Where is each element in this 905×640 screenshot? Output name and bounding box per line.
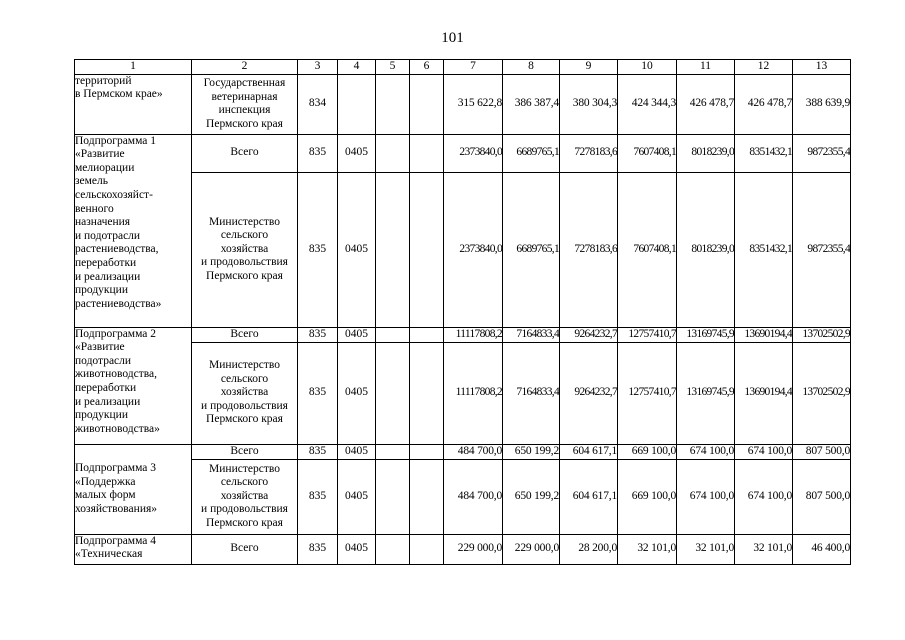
amount-cell: 380 304,3 — [560, 74, 618, 134]
executor-cell: Государственная ветеринарная инспекция Пермского края — [192, 74, 298, 134]
column-number: 7 — [444, 60, 503, 75]
page-number: 101 — [441, 30, 464, 46]
amount-cell: 7607408,1 — [618, 134, 677, 172]
amount-cell: 650 199,2 — [503, 444, 560, 459]
amount-cell: 424 344,3 — [618, 74, 677, 134]
grbs-code-cell: 835 — [298, 342, 338, 444]
column-6-cell — [410, 134, 444, 172]
section-code-cell: 0405 — [338, 459, 376, 534]
amount-cell: 32 101,0 — [735, 534, 793, 564]
amount-cell: 13169745,9 — [677, 327, 735, 342]
amount-cell: 7164833,4 — [503, 342, 560, 444]
amount-cell: 9872355,4 — [793, 172, 851, 327]
grbs-code-cell: 835 — [298, 459, 338, 534]
grbs-code-cell: 835 — [298, 444, 338, 459]
amount-cell: 13702502,9 — [793, 327, 851, 342]
column-6-cell — [410, 342, 444, 444]
amount-cell: 669 100,0 — [618, 444, 677, 459]
table-row — [75, 459, 851, 534]
amount-cell: 484 700,0 — [444, 444, 503, 459]
section-code-cell: 0405 — [338, 444, 376, 459]
column-5-cell — [376, 459, 410, 534]
amount-cell: 8018239,0 — [677, 134, 735, 172]
table-row — [75, 327, 851, 342]
executor-cell: Всего — [192, 327, 298, 342]
amount-cell: 484 700,0 — [444, 459, 503, 534]
amount-cell: 6689765,1 — [503, 134, 560, 172]
executor-cell: Всего — [192, 134, 298, 172]
amount-cell: 9264232,7 — [560, 342, 618, 444]
column-5-cell — [376, 444, 410, 459]
section-code-cell: 0405 — [338, 327, 376, 342]
column-number: 3 — [298, 60, 338, 75]
column-6-cell — [410, 172, 444, 327]
column-number: 1 — [75, 60, 192, 75]
amount-cell: 32 101,0 — [677, 534, 735, 564]
amount-cell: 12757410,7 — [618, 327, 677, 342]
amount-cell: 426 478,7 — [735, 74, 793, 134]
column-6-cell — [410, 534, 444, 564]
amount-cell: 7278183,6 — [560, 134, 618, 172]
amount-cell: 46 400,0 — [793, 534, 851, 564]
amount-cell: 807 500,0 — [793, 444, 851, 459]
amount-cell: 674 100,0 — [677, 444, 735, 459]
amount-cell: 229 000,0 — [503, 534, 560, 564]
amount-cell: 2373840,0 — [444, 134, 503, 172]
executor-cell: Министерство сельского хозяйства и продовольствия Пермского края — [192, 172, 298, 327]
amount-cell: 13690194,4 — [735, 327, 793, 342]
amount-cell: 674 100,0 — [735, 444, 793, 459]
column-number: 6 — [410, 60, 444, 75]
amount-cell: 8018239,0 — [677, 172, 735, 327]
table-row — [75, 534, 851, 564]
amount-cell: 13690194,4 — [735, 342, 793, 444]
amount-cell: 386 387,4 — [503, 74, 560, 134]
program-name-cell: Подпрограмма 2 «Развитие подотрасли животноводства, переработки и реализации продукции животноводства» — [75, 327, 192, 444]
amount-cell: 604 617,1 — [560, 459, 618, 534]
budget-table — [74, 59, 851, 565]
column-6-cell — [410, 327, 444, 342]
amount-cell: 7278183,6 — [560, 172, 618, 327]
amount-cell: 12757410,7 — [618, 342, 677, 444]
table-row — [75, 172, 851, 327]
amount-cell: 674 100,0 — [735, 459, 793, 534]
column-6-cell — [410, 444, 444, 459]
column-5-cell — [376, 172, 410, 327]
amount-cell: 9264232,7 — [560, 327, 618, 342]
column-number: 11 — [677, 60, 735, 75]
executor-cell: Министерство сельского хозяйства и продовольствия Пермского края — [192, 342, 298, 444]
amount-cell: 229 000,0 — [444, 534, 503, 564]
column-5-cell — [376, 342, 410, 444]
amount-cell: 11117808,2 — [444, 327, 503, 342]
amount-cell: 2373840,0 — [444, 172, 503, 327]
column-number: 4 — [338, 60, 376, 75]
amount-cell: 669 100,0 — [618, 459, 677, 534]
program-name-cell: Подпрограмма 3 «Поддержка малых форм хозяйствования» — [75, 444, 192, 534]
amount-cell: 13169745,9 — [677, 342, 735, 444]
executor-cell: Всего — [192, 534, 298, 564]
grbs-code-cell: 835 — [298, 172, 338, 327]
column-5-cell — [376, 134, 410, 172]
column-number-row — [75, 60, 851, 75]
column-number: 10 — [618, 60, 677, 75]
amount-cell: 807 500,0 — [793, 459, 851, 534]
section-code-cell: 0405 — [338, 342, 376, 444]
grbs-code-cell: 835 — [298, 534, 338, 564]
amount-cell: 6689765,1 — [503, 172, 560, 327]
amount-cell: 13702502,9 — [793, 342, 851, 444]
section-code-cell — [338, 74, 376, 134]
grbs-code-cell: 834 — [298, 74, 338, 134]
column-6-cell — [410, 74, 444, 134]
column-5-cell — [376, 327, 410, 342]
amount-cell: 7164833,4 — [503, 327, 560, 342]
program-name-cell: Подпрограмма 1 «Развитие мелиорации земель сельскохозяйст- венного назначения и подотрасли растениеводства, переработки и реализации продукции растениеводства» — [75, 134, 192, 327]
amount-cell: 8351432,1 — [735, 172, 793, 327]
amount-cell: 388 639,9 — [793, 74, 851, 134]
section-code-cell: 0405 — [338, 534, 376, 564]
column-number: 9 — [560, 60, 618, 75]
column-5-cell — [376, 534, 410, 564]
column-number: 2 — [192, 60, 298, 75]
table-row — [75, 74, 851, 134]
column-5-cell — [376, 74, 410, 134]
amount-cell: 11117808,2 — [444, 342, 503, 444]
executor-cell: Всего — [192, 444, 298, 459]
amount-cell: 28 200,0 — [560, 534, 618, 564]
amount-cell: 674 100,0 — [677, 459, 735, 534]
table-row — [75, 342, 851, 444]
amount-cell: 7607408,1 — [618, 172, 677, 327]
amount-cell: 9872355,4 — [793, 134, 851, 172]
amount-cell: 426 478,7 — [677, 74, 735, 134]
column-number: 5 — [376, 60, 410, 75]
grbs-code-cell: 835 — [298, 327, 338, 342]
section-code-cell: 0405 — [338, 172, 376, 327]
grbs-code-cell: 835 — [298, 134, 338, 172]
amount-cell: 315 622,8 — [444, 74, 503, 134]
executor-cell: Министерство сельского хозяйства и продовольствия Пермского края — [192, 459, 298, 534]
table-row — [75, 134, 851, 172]
amount-cell: 32 101,0 — [618, 534, 677, 564]
amount-cell: 604 617,1 — [560, 444, 618, 459]
program-name-cell: Подпрограмма 4 «Техническая — [75, 534, 192, 564]
column-number: 13 — [793, 60, 851, 75]
column-6-cell — [410, 459, 444, 534]
section-code-cell: 0405 — [338, 134, 376, 172]
column-number: 12 — [735, 60, 793, 75]
amount-cell: 8351432,1 — [735, 134, 793, 172]
table-row — [75, 444, 851, 459]
amount-cell: 650 199,2 — [503, 459, 560, 534]
program-name-cell: территорий в Пермском крае» — [75, 74, 192, 134]
column-number: 8 — [503, 60, 560, 75]
